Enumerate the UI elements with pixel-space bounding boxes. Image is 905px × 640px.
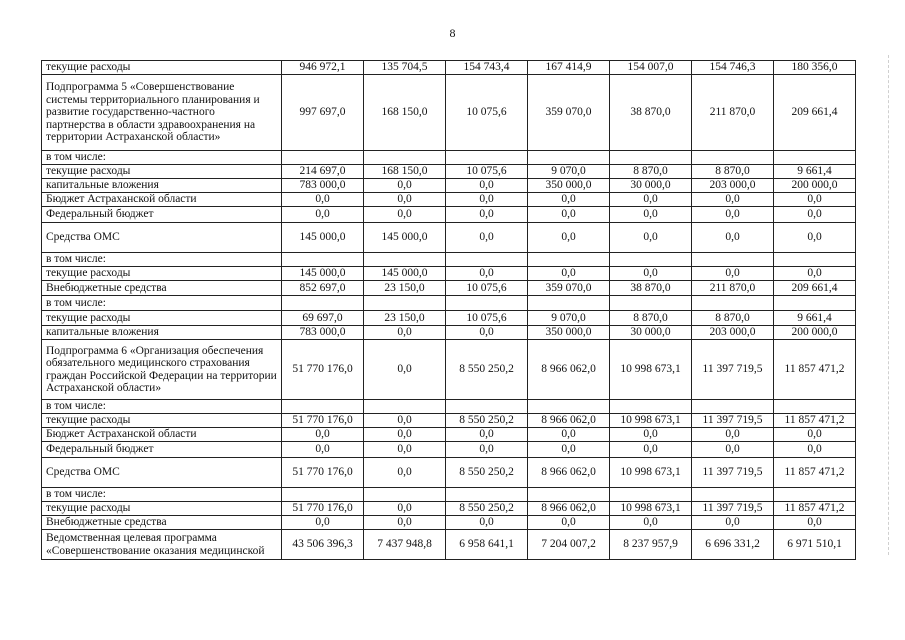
table-row <box>42 530 856 560</box>
value-cell: 0,0 <box>774 442 856 458</box>
value-cell: 145 000,0 <box>282 223 364 253</box>
value-cell: 9 070,0 <box>528 165 610 179</box>
value-cell: 0,0 <box>528 267 610 281</box>
value-cell <box>774 253 856 267</box>
value-cell <box>610 151 692 165</box>
value-cell: 0,0 <box>364 179 446 193</box>
row-label: Бюджет Астраханской области <box>42 193 282 207</box>
value-cell: 0,0 <box>282 193 364 207</box>
value-cell <box>446 400 528 414</box>
value-cell: 0,0 <box>692 516 774 530</box>
value-cell: 0,0 <box>774 223 856 253</box>
table-row <box>42 442 856 458</box>
value-cell: 0,0 <box>528 516 610 530</box>
row-label: в том числе: <box>42 253 282 267</box>
value-cell <box>446 488 528 502</box>
value-cell: 0,0 <box>446 516 528 530</box>
value-cell: 0,0 <box>364 516 446 530</box>
value-cell: 359 070,0 <box>528 281 610 296</box>
value-cell: 0,0 <box>610 193 692 207</box>
value-cell: 9 661,4 <box>774 165 856 179</box>
value-cell: 0,0 <box>610 207 692 223</box>
value-cell: 0,0 <box>446 267 528 281</box>
table-row <box>42 151 856 165</box>
value-cell: 997 697,0 <box>282 75 364 151</box>
value-cell <box>446 253 528 267</box>
value-cell: 8 870,0 <box>610 165 692 179</box>
value-cell: 10 075,6 <box>446 311 528 326</box>
value-cell: 200 000,0 <box>774 179 856 193</box>
row-label: Ведомственная целевая программа «Совершенствование оказания медицинской <box>42 530 282 560</box>
page-edge-line <box>888 55 889 555</box>
value-cell: 0,0 <box>446 442 528 458</box>
value-cell: 0,0 <box>774 428 856 442</box>
value-cell: 0,0 <box>364 458 446 488</box>
value-cell: 8 966 062,0 <box>528 414 610 428</box>
page-number: 8 <box>449 26 456 40</box>
value-cell: 8 870,0 <box>692 311 774 326</box>
value-cell: 8 966 062,0 <box>528 340 610 400</box>
value-cell: 0,0 <box>282 428 364 442</box>
value-cell: 0,0 <box>610 442 692 458</box>
value-cell: 10 998 673,1 <box>610 502 692 516</box>
row-label: текущие расходы <box>42 165 282 179</box>
value-cell <box>446 296 528 311</box>
value-cell: 11 857 471,2 <box>774 414 856 428</box>
row-label: Федеральный бюджет <box>42 207 282 223</box>
row-label: в том числе: <box>42 488 282 502</box>
table-row <box>42 488 856 502</box>
value-cell <box>692 151 774 165</box>
value-cell: 783 000,0 <box>282 179 364 193</box>
value-cell <box>364 488 446 502</box>
value-cell: 11 397 719,5 <box>692 340 774 400</box>
value-cell: 211 870,0 <box>692 75 774 151</box>
value-cell: 0,0 <box>446 207 528 223</box>
value-cell: 852 697,0 <box>282 281 364 296</box>
value-cell: 11 397 719,5 <box>692 458 774 488</box>
table-row <box>42 75 856 151</box>
value-cell <box>610 400 692 414</box>
value-cell: 168 150,0 <box>364 165 446 179</box>
value-cell: 350 000,0 <box>528 326 610 340</box>
value-cell: 0,0 <box>364 428 446 442</box>
table-row <box>42 296 856 311</box>
row-label: Федеральный бюджет <box>42 442 282 458</box>
value-cell: 0,0 <box>774 193 856 207</box>
value-cell <box>692 253 774 267</box>
value-cell: 145 000,0 <box>282 267 364 281</box>
value-cell: 69 697,0 <box>282 311 364 326</box>
table-body <box>42 61 856 560</box>
value-cell: 783 000,0 <box>282 326 364 340</box>
value-cell: 10 075,6 <box>446 281 528 296</box>
value-cell: 51 770 176,0 <box>282 458 364 488</box>
value-cell: 0,0 <box>446 193 528 207</box>
row-label: текущие расходы <box>42 311 282 326</box>
value-cell: 0,0 <box>282 442 364 458</box>
value-cell: 0,0 <box>692 267 774 281</box>
row-label: Бюджет Астраханской области <box>42 428 282 442</box>
value-cell: 8 966 062,0 <box>528 458 610 488</box>
value-cell <box>610 296 692 311</box>
value-cell: 8 870,0 <box>610 311 692 326</box>
value-cell: 8 550 250,2 <box>446 458 528 488</box>
table-row <box>42 502 856 516</box>
value-cell <box>774 400 856 414</box>
value-cell <box>282 400 364 414</box>
value-cell: 6 971 510,1 <box>774 530 856 560</box>
value-cell: 9 070,0 <box>528 311 610 326</box>
value-cell: 0,0 <box>692 442 774 458</box>
value-cell: 0,0 <box>692 428 774 442</box>
table-row <box>42 311 856 326</box>
row-label: Подпрограмма 5 «Совершенствование системы территориального планирования и развитие государственно-частного партнерства в области здравоохранения на территории Астраханской области» <box>42 75 282 151</box>
value-cell <box>692 400 774 414</box>
value-cell: 23 150,0 <box>364 311 446 326</box>
value-cell <box>610 253 692 267</box>
value-cell: 0,0 <box>774 267 856 281</box>
budget-table <box>41 60 856 560</box>
value-cell: 946 972,1 <box>282 61 364 75</box>
value-cell: 359 070,0 <box>528 75 610 151</box>
value-cell <box>446 151 528 165</box>
row-label: текущие расходы <box>42 414 282 428</box>
value-cell: 38 870,0 <box>610 75 692 151</box>
value-cell <box>282 296 364 311</box>
value-cell: 0,0 <box>692 223 774 253</box>
value-cell: 11 857 471,2 <box>774 340 856 400</box>
value-cell <box>282 151 364 165</box>
value-cell: 0,0 <box>446 179 528 193</box>
value-cell: 0,0 <box>692 193 774 207</box>
value-cell <box>528 296 610 311</box>
value-cell <box>528 488 610 502</box>
value-cell: 8 870,0 <box>692 165 774 179</box>
row-label: капитальные вложения <box>42 326 282 340</box>
table-row <box>42 253 856 267</box>
value-cell <box>282 253 364 267</box>
row-label: текущие расходы <box>42 267 282 281</box>
value-cell: 200 000,0 <box>774 326 856 340</box>
row-label: Внебюджетные средства <box>42 516 282 530</box>
value-cell: 0,0 <box>364 326 446 340</box>
value-cell: 0,0 <box>364 442 446 458</box>
value-cell <box>774 296 856 311</box>
value-cell: 135 704,5 <box>364 61 446 75</box>
value-cell: 11 397 719,5 <box>692 414 774 428</box>
table-row <box>42 414 856 428</box>
row-label: Средства ОМС <box>42 458 282 488</box>
value-cell: 8 550 250,2 <box>446 340 528 400</box>
value-cell: 0,0 <box>528 207 610 223</box>
value-cell: 0,0 <box>528 442 610 458</box>
value-cell: 51 770 176,0 <box>282 502 364 516</box>
value-cell: 11 857 471,2 <box>774 458 856 488</box>
value-cell: 0,0 <box>774 516 856 530</box>
table-row <box>42 458 856 488</box>
value-cell: 167 414,9 <box>528 61 610 75</box>
value-cell: 8 550 250,2 <box>446 502 528 516</box>
value-cell: 23 150,0 <box>364 281 446 296</box>
value-cell: 0,0 <box>528 428 610 442</box>
table-row <box>42 223 856 253</box>
value-cell <box>692 296 774 311</box>
value-cell: 6 696 331,2 <box>692 530 774 560</box>
table-row <box>42 281 856 296</box>
row-label: текущие расходы <box>42 61 282 75</box>
value-cell <box>364 253 446 267</box>
row-label: текущие расходы <box>42 502 282 516</box>
row-label: капитальные вложения <box>42 179 282 193</box>
value-cell: 0,0 <box>364 207 446 223</box>
value-cell: 10 075,6 <box>446 165 528 179</box>
value-cell: 7 437 948,8 <box>364 530 446 560</box>
value-cell <box>774 151 856 165</box>
value-cell: 154 743,4 <box>446 61 528 75</box>
value-cell: 6 958 641,1 <box>446 530 528 560</box>
value-cell: 0,0 <box>446 223 528 253</box>
value-cell: 8 550 250,2 <box>446 414 528 428</box>
value-cell: 0,0 <box>528 193 610 207</box>
value-cell: 0,0 <box>610 267 692 281</box>
value-cell: 0,0 <box>364 502 446 516</box>
value-cell: 51 770 176,0 <box>282 414 364 428</box>
value-cell: 211 870,0 <box>692 281 774 296</box>
value-cell: 11 397 719,5 <box>692 502 774 516</box>
value-cell: 154 746,3 <box>692 61 774 75</box>
value-cell <box>528 151 610 165</box>
table-row <box>42 179 856 193</box>
value-cell: 203 000,0 <box>692 179 774 193</box>
value-cell: 8 966 062,0 <box>528 502 610 516</box>
value-cell: 11 857 471,2 <box>774 502 856 516</box>
table-row <box>42 193 856 207</box>
table-row <box>42 516 856 530</box>
value-cell: 0,0 <box>364 414 446 428</box>
value-cell: 154 007,0 <box>610 61 692 75</box>
table-row <box>42 267 856 281</box>
value-cell: 214 697,0 <box>282 165 364 179</box>
table-row <box>42 326 856 340</box>
value-cell: 30 000,0 <box>610 326 692 340</box>
value-cell: 209 661,4 <box>774 281 856 296</box>
value-cell <box>692 488 774 502</box>
value-cell: 10 998 673,1 <box>610 414 692 428</box>
value-cell: 8 237 957,9 <box>610 530 692 560</box>
value-cell: 0,0 <box>528 223 610 253</box>
value-cell: 203 000,0 <box>692 326 774 340</box>
value-cell <box>528 253 610 267</box>
value-cell: 0,0 <box>364 340 446 400</box>
value-cell: 10 075,6 <box>446 75 528 151</box>
value-cell: 9 661,4 <box>774 311 856 326</box>
value-cell: 145 000,0 <box>364 223 446 253</box>
value-cell: 0,0 <box>692 207 774 223</box>
value-cell <box>364 400 446 414</box>
value-cell: 0,0 <box>610 223 692 253</box>
value-cell: 350 000,0 <box>528 179 610 193</box>
table-row <box>42 207 856 223</box>
table-row <box>42 340 856 400</box>
table-row <box>42 61 856 75</box>
row-label: Средства ОМС <box>42 223 282 253</box>
value-cell: 51 770 176,0 <box>282 340 364 400</box>
value-cell: 7 204 007,2 <box>528 530 610 560</box>
value-cell: 0,0 <box>282 516 364 530</box>
value-cell: 0,0 <box>364 193 446 207</box>
row-label: в том числе: <box>42 151 282 165</box>
row-label: Внебюджетные средства <box>42 281 282 296</box>
table-row <box>42 428 856 442</box>
value-cell: 0,0 <box>774 207 856 223</box>
value-cell: 0,0 <box>282 207 364 223</box>
value-cell: 38 870,0 <box>610 281 692 296</box>
row-label: Подпрограмма 6 «Организация обеспечения обязательного медицинского страхования граждан Российской Федерации на территории Астраханской области» <box>42 340 282 400</box>
value-cell: 0,0 <box>610 428 692 442</box>
value-cell: 30 000,0 <box>610 179 692 193</box>
value-cell <box>282 488 364 502</box>
value-cell: 10 998 673,1 <box>610 340 692 400</box>
row-label: в том числе: <box>42 400 282 414</box>
value-cell: 180 356,0 <box>774 61 856 75</box>
table-row <box>42 165 856 179</box>
value-cell: 0,0 <box>610 516 692 530</box>
value-cell: 168 150,0 <box>364 75 446 151</box>
value-cell <box>610 488 692 502</box>
value-cell <box>774 488 856 502</box>
value-cell: 209 661,4 <box>774 75 856 151</box>
value-cell: 10 998 673,1 <box>610 458 692 488</box>
value-cell: 145 000,0 <box>364 267 446 281</box>
value-cell: 0,0 <box>446 428 528 442</box>
table-row <box>42 400 856 414</box>
value-cell <box>364 151 446 165</box>
value-cell: 0,0 <box>446 326 528 340</box>
value-cell <box>364 296 446 311</box>
row-label: в том числе: <box>42 296 282 311</box>
value-cell: 43 506 396,3 <box>282 530 364 560</box>
value-cell <box>528 400 610 414</box>
